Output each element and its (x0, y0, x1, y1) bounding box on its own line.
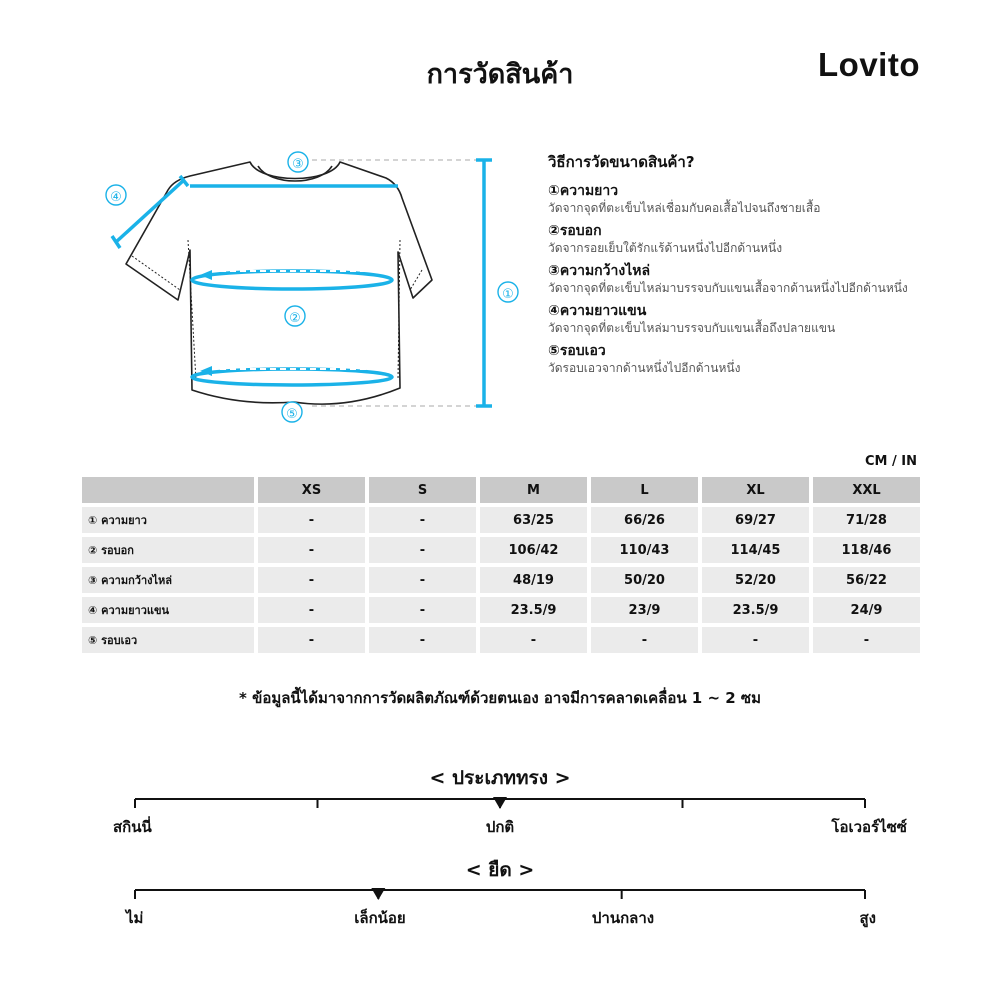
table-cell: - (258, 507, 365, 533)
table-cell: 23.5/9 (702, 597, 809, 623)
fit-label-skinny: สกินนี่ (113, 818, 152, 836)
stretch-title: < ยืด > (465, 859, 535, 881)
table-cell: 56/22 (813, 567, 920, 593)
table-cell: 23.5/9 (480, 597, 587, 623)
guide-item-desc: วัดจากรอยเย็บใต้รักแร้ด้านหนึ่งไปอีกด้านหนึ่ง (548, 241, 783, 255)
table-cell: 118/46 (813, 537, 920, 563)
fit-label-regular: ปกติ (485, 818, 515, 836)
table-cell: 110/43 (591, 537, 698, 563)
page-title: การวัดสินค้า (426, 59, 574, 90)
stretch-label-high: สูง (859, 909, 876, 927)
table-cell: - (258, 597, 365, 623)
table-cell: 23/9 (591, 597, 698, 623)
marker-1: ① (502, 287, 514, 302)
table-cell: 66/26 (591, 507, 698, 533)
row-label: ④ ความยาวแขน (82, 597, 254, 623)
guide-item-title: ②รอบอก (548, 223, 602, 239)
table-cell: 71/28 (813, 507, 920, 533)
stretch-label-none: ไม่ (126, 909, 144, 927)
table-cell: - (369, 597, 476, 623)
table-cell: 114/45 (702, 537, 809, 563)
measurement-note: * ข้อมูลนี้ได้มาจากการวัดผลิตภัณฑ์ด้วยตนเอง อาจมีการคลาดเคลื่อน 1 ~ 2 ซม (239, 689, 761, 707)
table-cell: - (369, 567, 476, 593)
guide-item-title: ①ความยาว (548, 183, 619, 199)
table-cell: - (591, 627, 698, 653)
stretch-label-medium: ปานกลาง (591, 909, 655, 927)
size-header: L (591, 477, 698, 503)
size-header: M (480, 477, 587, 503)
marker-5: ⑤ (286, 407, 298, 422)
table-cell: - (258, 567, 365, 593)
fit-selected-pointer-icon (493, 797, 507, 809)
guide-item-desc: วัดจากจุดที่ตะเข็บไหล่มาบรรจบกับแขนเสื้อถึงปลายแขน (548, 321, 836, 335)
guide-item-desc: วัดจากจุดที่ตะเข็บไหล่มาบรรจบกับแขนเสื้อจากด้านหนึ่งไปอีกด้านหนึ่ง (548, 281, 908, 295)
row-label: ① ความยาว (82, 507, 254, 533)
stretch-scale (135, 888, 865, 900)
size-header: S (369, 477, 476, 503)
guide-item-title: ④ความยาวแขน (548, 303, 647, 319)
table-cell: - (369, 507, 476, 533)
size-header: XS (258, 477, 365, 503)
row-label: ⑤ รอบเอว (82, 627, 254, 653)
fit-type-title: < ประเภททรง > (429, 767, 571, 789)
size-header: XXL (813, 477, 920, 503)
row-label: ③ ความกว้างไหล่ (82, 567, 254, 593)
guide-item-desc: วัดรอบเอวจากด้านหนึ่งไปอีกด้านหนึ่ง (548, 361, 741, 375)
table-cell: 48/19 (480, 567, 587, 593)
marker-2: ② (289, 311, 301, 326)
table-cell: - (258, 537, 365, 563)
marker-3: ③ (292, 157, 304, 172)
table-cell: - (369, 537, 476, 563)
table-cell: - (813, 627, 920, 653)
guide-item-title: ⑤รอบเอว (548, 343, 606, 359)
table-cell: - (369, 627, 476, 653)
stretch-selected-pointer-icon (371, 888, 385, 900)
unit-label: CM / IN (865, 454, 917, 469)
table-cell: 69/27 (702, 507, 809, 533)
guide-heading: วิธีการวัดขนาดสินค้า? (548, 153, 695, 171)
marker-4: ④ (110, 190, 122, 205)
table-cell: - (702, 627, 809, 653)
size-header: XL (702, 477, 809, 503)
fit-type-scale (135, 797, 865, 809)
table-cell: 24/9 (813, 597, 920, 623)
guide-item-desc: วัดจากจุดที่ตะเข็บไหล่เชื่อมกับคอเสื้อไปจนถึงชายเสื้อ (548, 201, 821, 215)
table-cell: - (258, 627, 365, 653)
table-cell: 63/25 (480, 507, 587, 533)
row-label: ② รอบอก (82, 537, 254, 563)
fit-label-oversize: โอเวอร์ไซซ์ (831, 818, 907, 836)
table-cell: 50/20 (591, 567, 698, 593)
guide-item-title: ③ความกว้างไหล่ (548, 263, 651, 279)
table-cell: - (480, 627, 587, 653)
table-cell: 106/42 (480, 537, 587, 563)
brand-logo: Lovito (818, 46, 920, 83)
table-cell: 52/20 (702, 567, 809, 593)
stretch-label-slight: เล็กน้อย (354, 909, 406, 927)
